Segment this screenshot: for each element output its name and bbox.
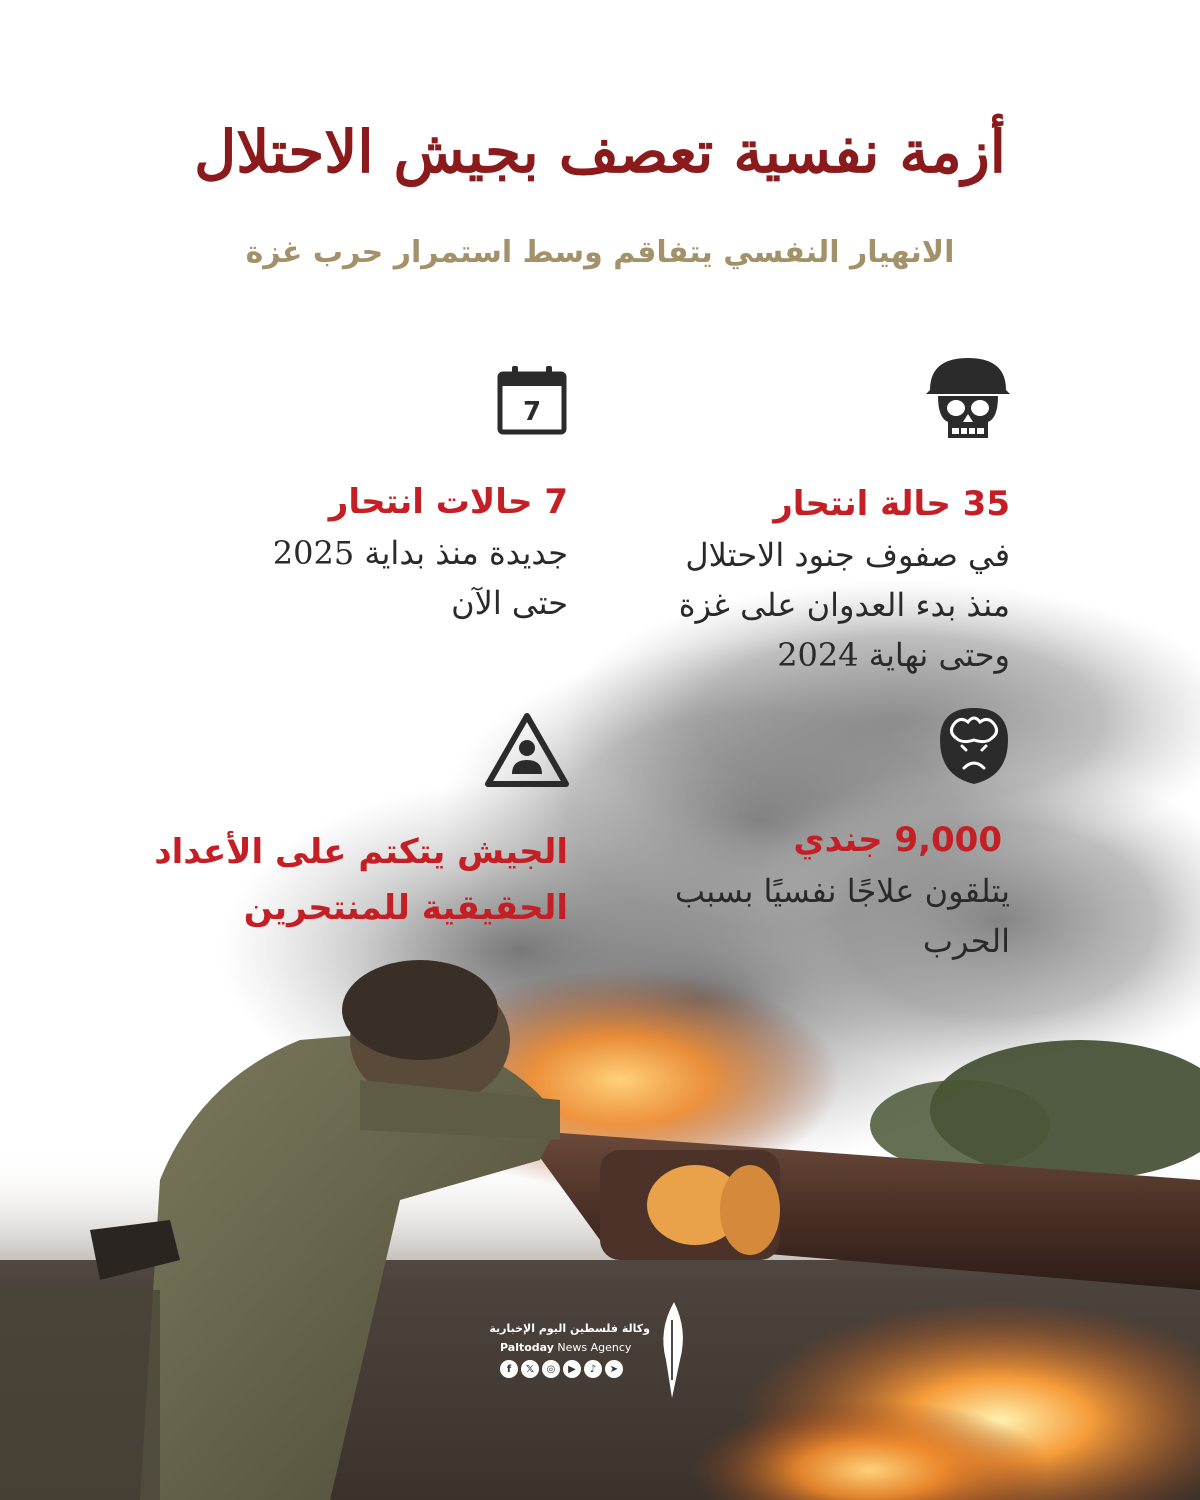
stat-suicides-2025-title: 7 حالات انتحار <box>328 482 568 522</box>
paltoday-logo <box>489 1318 690 1408</box>
facebook-icon[interactable]: f <box>500 1360 518 1378</box>
stat-soldiers-treatment-title: 9,000 جندي <box>793 820 1002 860</box>
page-title: أزمة نفسية تعصف بجيش الاحتلال <box>194 118 1006 186</box>
logo-english-rest: News Agency <box>557 1341 632 1354</box>
logo-arabic-name: وكالة فلسطين اليوم الإخبارية <box>489 1322 650 1335</box>
warning-person-icon <box>482 710 572 790</box>
stat-suicides-2025-text: جديدة منذ بداية 2025 حتى الآن <box>272 534 568 622</box>
sad-brain-head-icon <box>938 706 1010 786</box>
calendar-icon <box>496 364 568 436</box>
logo-english-bold: Paltoday <box>500 1341 554 1354</box>
stat-soldiers-treatment-text: يتلقون علاجًا نفسيًا بسبب الحرب <box>674 872 1010 960</box>
pen-nib-icon <box>654 1300 690 1400</box>
logo-english-name <box>500 1341 631 1354</box>
tiktok-icon[interactable]: ♪ <box>584 1360 602 1378</box>
youtube-icon[interactable]: ▶ <box>563 1360 581 1378</box>
telegram-icon[interactable]: ➤ <box>605 1360 623 1378</box>
social-icons-row <box>500 1360 623 1378</box>
skull-helmet-icon <box>922 352 1014 444</box>
stat-army-concealment-title: الجيش يتكتم على الأعداد الحقيقية للمنتحرين <box>154 832 568 928</box>
stat-suicides-2024-text: في صفوف جنود الاحتلال منذ بدء العدوان على غزة وحتى نهاية 2024 <box>678 536 1010 674</box>
stat-suicides-2024-title: 35 حالة انتحار <box>773 484 1010 524</box>
page-subtitle: الانهيار النفسي يتفاقم وسط استمرار حرب غزة <box>245 235 955 270</box>
calendar-number: 7 <box>522 397 542 427</box>
x-icon[interactable]: 𝕏 <box>521 1360 539 1378</box>
instagram-icon[interactable]: ◎ <box>542 1360 560 1378</box>
